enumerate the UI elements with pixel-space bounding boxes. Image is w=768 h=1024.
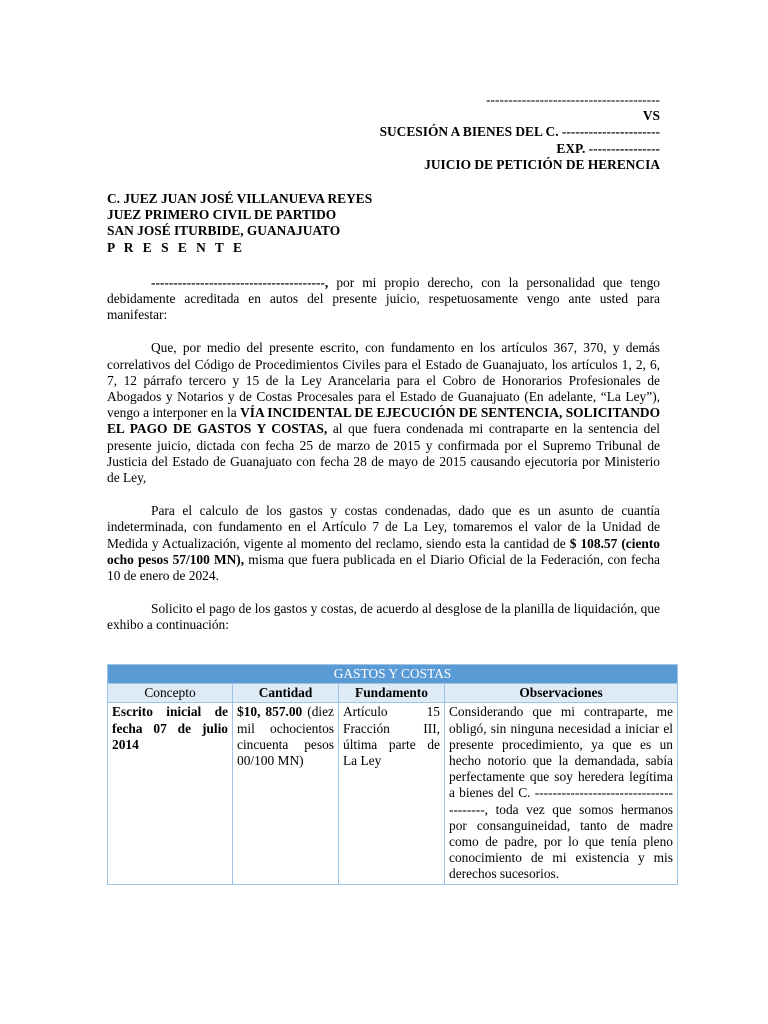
header-fundamento: Fundamento xyxy=(339,684,445,703)
cell-observaciones: Considerando que mi contraparte, me obligó, sin ninguna necesidad a iniciar el presente procedimiento, ya que es un hecho notorio que la demandada, sabía perfectamente que soy heredera legítima a bienes del C. ---------------------------------------, toda vez que somos hermanos por consanguineidad, tanto de madre como de padre, por lo que tenía pleno conocimiento de mi existencia y mis derechos sucesorios. xyxy=(445,703,678,884)
plaintiff-line: --------------------------------------- xyxy=(486,92,660,107)
header-cantidad: Cantidad xyxy=(233,684,339,703)
table-title-row xyxy=(108,665,678,684)
legal-basis-text-a: Que, por medio del presente escrito, con fundamento en los artículos 367, 370, y demás correlativos del Código de Procedimientos Civiles para el Estado de Guanajuato, los artículos 1, 2, 6, 7, 12 párrafo tercero y 15 de la Ley Arancelaria para el Cobro de Honorarios Profesionales de Abogados y Notarios y de Costas Procesales para el Estado de Guanajuato (En adelante, “La Ley”), vengo a interponer en la xyxy=(107,340,660,421)
cantidad-amount: $10, 857.00 xyxy=(237,704,303,720)
versus-line: VS xyxy=(642,108,660,124)
document-page xyxy=(107,92,660,634)
case-header xyxy=(107,92,660,173)
intro-text: por mi propio derecho, con la personalidad que tengo debidamente acreditada en autos del presente juicio, respetuosamente vengo ante usted para manifestar: xyxy=(107,274,660,323)
presente-line: P R E S E N T E xyxy=(107,239,245,255)
legal-basis-text-b: al que fuera condenada mi contraparte en la sentencia del presente juicio, dictada con fecha 25 de marzo de 2015 y confirmada por el Supremo Tribunal de Justicia del Estado de Guanajuato con fecha 28 de mayo de 2015 causando ejecutoria por Ministerio de Ley, xyxy=(107,421,660,485)
legal-basis-emphasis: VÍA INCIDENTAL DE EJECUCIÓN DE SENTENCIA, SOLICITANDO EL PAGO DE GASTOS Y COSTAS, xyxy=(107,405,660,437)
table-title: GASTOS Y COSTAS xyxy=(108,665,678,684)
cell-cantidad xyxy=(233,703,339,884)
intro-paragraph xyxy=(107,275,660,324)
cell-fundamento: Artículo 15 Fracción III, última parte de La Ley xyxy=(339,703,445,884)
uma-amount: $ 108.57 (ciento ocho pesos 57/100 MN), xyxy=(107,535,660,567)
court-name: JUEZ PRIMERO CIVIL DE PARTIDO xyxy=(107,207,337,223)
cantidad-words: (diez mil ochocientos cincuenta pesos 00/100 MN) xyxy=(237,704,334,769)
header-observaciones: Observaciones xyxy=(445,684,678,703)
addressee-block xyxy=(107,191,660,256)
calculation-paragraph xyxy=(107,503,660,584)
party-name-blank: ---------------------------------------, xyxy=(151,274,329,290)
table-header-row xyxy=(108,684,678,703)
defendant-line: SUCESIÓN A BIENES DEL C. ---------------------- xyxy=(379,124,660,140)
table-row xyxy=(108,703,678,884)
legal-basis-paragraph xyxy=(107,340,660,486)
calculation-text-b: misma que fuera publicada en el Diario Oficial de la Federación, con fecha 10 de enero de 2024. xyxy=(107,551,660,583)
court-location: SAN JOSÉ ITURBIDE, GUANAJUATO xyxy=(107,223,341,239)
calculation-text-a: Para el calculo de los gastos y costas condenadas, dado que es un asunto de cuantía indeterminada, con fundamento en el Artículo 7 de La Ley, tomaremos el valor de la Unidad de Medida y Actualización, vigente al momento del reclamo, siendo esta la cantidad de xyxy=(107,503,660,551)
trial-type-line: JUICIO DE PETICIÓN DE HERENCIA xyxy=(424,156,660,172)
request-paragraph: Solicito el pago de los gastos y costas, de acuerdo al desglose de la planilla de liquidación, que exhibo a continuación: xyxy=(107,601,660,633)
cell-concepto: Escrito inicial de fecha 07 de julio 2014 xyxy=(108,703,233,884)
judge-name: C. JUEZ JUAN JOSÉ VILLANUEVA REYES xyxy=(107,190,373,206)
header-concepto: Concepto xyxy=(108,684,233,703)
costs-table xyxy=(107,664,678,885)
file-number-line: EXP. ---------------- xyxy=(556,140,660,156)
